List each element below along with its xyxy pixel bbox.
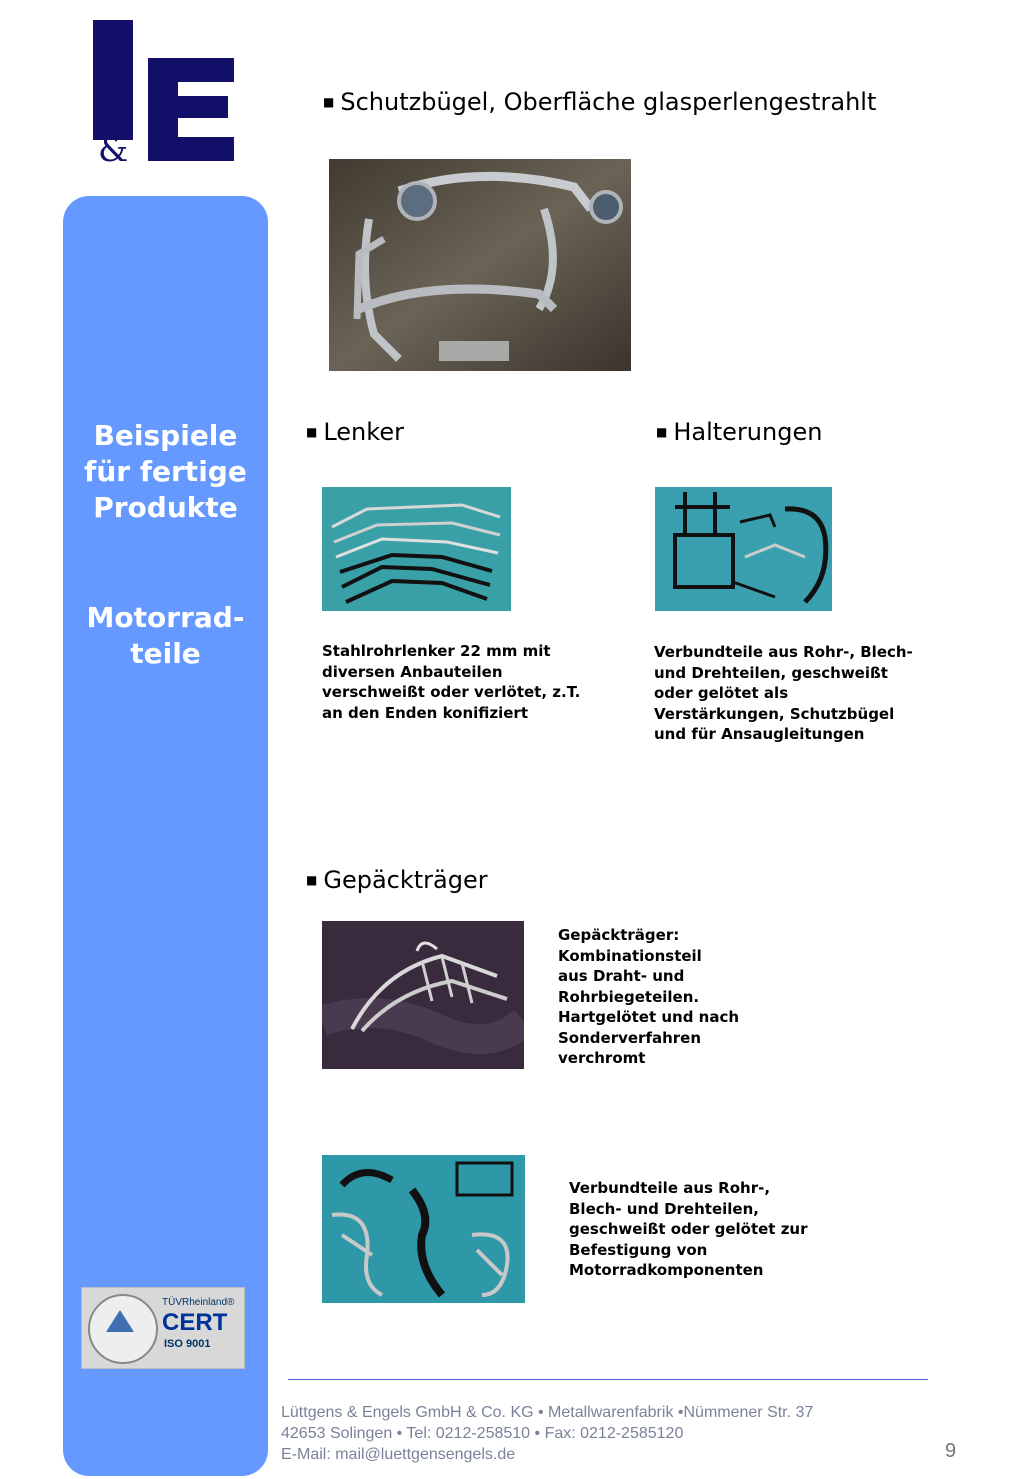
sidebar-panel xyxy=(63,196,268,1476)
photo-lenker xyxy=(322,487,511,611)
heading-gepaecktraeger: ■ Gepäckträger xyxy=(306,866,488,894)
caption-verbundteile: Verbundteile aus Rohr-, Blech- und Drehteilen, geschweißt oder gelötet zur Befestigung von Motorradkomponenten xyxy=(569,1179,808,1279)
caption-lenker: Stahlrohrlenker 22 mm mit diversen Anbauteilen verschweißt oder verlötet, z.T. an den Enden konifiziert xyxy=(322,642,581,722)
heading-halterungen: ■ Halterungen xyxy=(656,418,823,446)
caption-halterungen: Verbundteile aus Rohr-, Blech- und Drehteilen, geschweißt oder gelötet als Verstärkungen, Schutzbügel und für Ansaugleitungen xyxy=(654,643,913,743)
footer-divider xyxy=(288,1379,928,1380)
footer-line-company: Lüttgens & Engels GmbH & Co. KG • Metallwarenfabrik •Nümmener Str. 37 xyxy=(281,1404,814,1421)
footer-address xyxy=(281,1402,813,1465)
sidebar-subtitle: Motorrad- teile xyxy=(86,601,245,670)
heading-lenker: ■ Lenker xyxy=(306,418,404,446)
heading-schutzbuegel: ■ Schutzbügel, Oberfläche glasperlengestrahlt xyxy=(323,88,877,116)
page-number: 9 xyxy=(945,1440,957,1462)
photo-verbundteile xyxy=(322,1155,525,1303)
footer-line-contact: 42653 Solingen • Tel: 0212-258510 • Fax: 0212-2585120 xyxy=(281,1425,684,1442)
caption-gepaecktraeger: Gepäckträger: Kombinationsteil aus Draht- und Rohrbiegeteilen. Hartgelötet und nach Sonderverfahren verchromt xyxy=(558,926,740,1067)
tuv-cert-badge: TÜVRheinland® CERT ISO 9001 xyxy=(81,1287,245,1369)
logo-ampersand: & xyxy=(98,130,129,170)
photo-halterungen xyxy=(655,487,832,611)
footer-email[interactable]: E-Mail: mail@luettgensengels.de xyxy=(281,1446,516,1463)
photo-gepaecktraeger xyxy=(322,921,524,1069)
sidebar-title: Beispiele für fertige Produkte xyxy=(84,419,247,524)
photo-schutzbuegel xyxy=(329,159,631,371)
